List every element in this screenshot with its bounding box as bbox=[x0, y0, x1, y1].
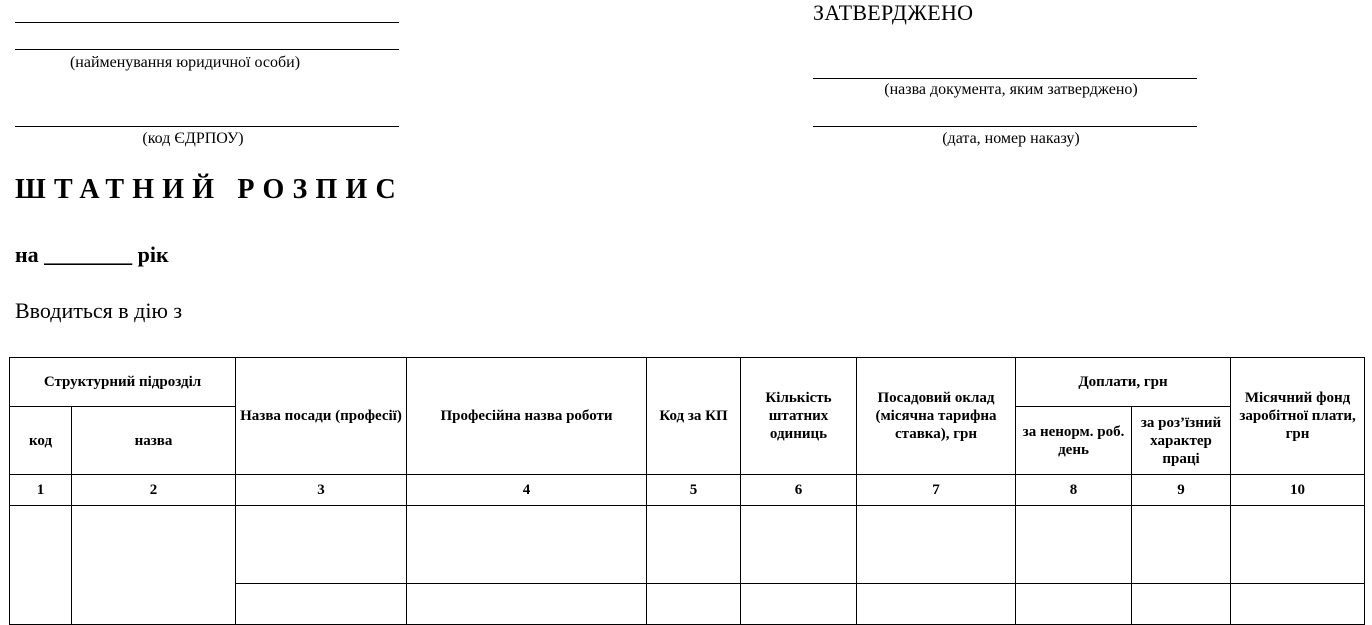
empty-cell bbox=[857, 584, 1016, 625]
header-salary: Посадовий оклад (місячна тарифна ставка), грн bbox=[857, 358, 1016, 475]
empty-cell bbox=[407, 584, 647, 625]
header-allowances: Доплати, грн bbox=[1016, 358, 1231, 407]
empty-cell bbox=[1231, 506, 1365, 584]
empty-cell bbox=[72, 506, 236, 625]
column-number: 8 bbox=[1016, 475, 1132, 506]
edrpou-line bbox=[15, 126, 399, 127]
column-number: 3 bbox=[236, 475, 407, 506]
column-number: 7 bbox=[857, 475, 1016, 506]
column-number: 2 bbox=[72, 475, 236, 506]
empty-cell bbox=[10, 506, 72, 625]
empty-cell bbox=[236, 584, 407, 625]
header-code: код bbox=[10, 407, 72, 475]
empty-cell bbox=[1132, 506, 1231, 584]
header-structural-unit: Структурний підрозділ bbox=[10, 358, 236, 407]
column-number: 6 bbox=[741, 475, 857, 506]
empty-cell bbox=[1016, 584, 1132, 625]
year-line: на ________ рік bbox=[15, 242, 169, 267]
empty-cell bbox=[1132, 584, 1231, 625]
header-irregular-day: за ненорм. роб. день bbox=[1016, 407, 1132, 475]
table-row bbox=[10, 506, 1365, 584]
empty-cell bbox=[1231, 584, 1365, 625]
approved-stamp-text: ЗАТВЕРДЖЕНО bbox=[813, 0, 974, 25]
column-number-row bbox=[10, 475, 1365, 506]
header-monthly-fund: Місячний фонд заробітної плати, грн bbox=[1231, 358, 1365, 475]
approval-doc-line bbox=[813, 78, 1197, 79]
empty-cell bbox=[857, 506, 1016, 584]
table-header-row-1 bbox=[10, 358, 1365, 407]
approval-doc-caption: (назва документа, яким затверджено) bbox=[884, 81, 1138, 98]
edrpou-caption: (код ЄДРПОУ) bbox=[142, 130, 244, 147]
empty-cell bbox=[1016, 506, 1132, 584]
order-caption: (дата, номер наказу) bbox=[942, 130, 1080, 147]
header-position: Назва посади (професії) bbox=[236, 358, 407, 475]
staff-schedule-table bbox=[9, 357, 1365, 625]
order-line bbox=[813, 126, 1197, 127]
empty-cell bbox=[741, 584, 857, 625]
column-number: 4 bbox=[407, 475, 647, 506]
empty-cell bbox=[647, 584, 741, 625]
legal-entity-line-1 bbox=[15, 22, 399, 23]
empty-cell bbox=[236, 506, 407, 584]
column-number: 5 bbox=[647, 475, 741, 506]
header-kp-code: Код за КП bbox=[647, 358, 741, 475]
column-number: 1 bbox=[10, 475, 72, 506]
header-professional-title: Професійна назва роботи bbox=[407, 358, 647, 475]
empty-cell bbox=[407, 506, 647, 584]
document-title: ШТАТНИЙ РОЗПИС bbox=[15, 174, 404, 205]
effective-from: Вводиться в дію з bbox=[15, 298, 183, 323]
legal-entity-line-2 bbox=[15, 49, 399, 50]
empty-cell bbox=[647, 506, 741, 584]
header-traveling: за роз’їзний характер праці bbox=[1132, 407, 1231, 475]
column-number: 10 bbox=[1231, 475, 1365, 506]
header-staff-units: Кількість штатних одиниць bbox=[741, 358, 857, 475]
column-number: 9 bbox=[1132, 475, 1231, 506]
empty-cell bbox=[741, 506, 857, 584]
legal-entity-caption: (найменування юридичної особи) bbox=[69, 54, 301, 71]
header-name: назва bbox=[72, 407, 236, 475]
